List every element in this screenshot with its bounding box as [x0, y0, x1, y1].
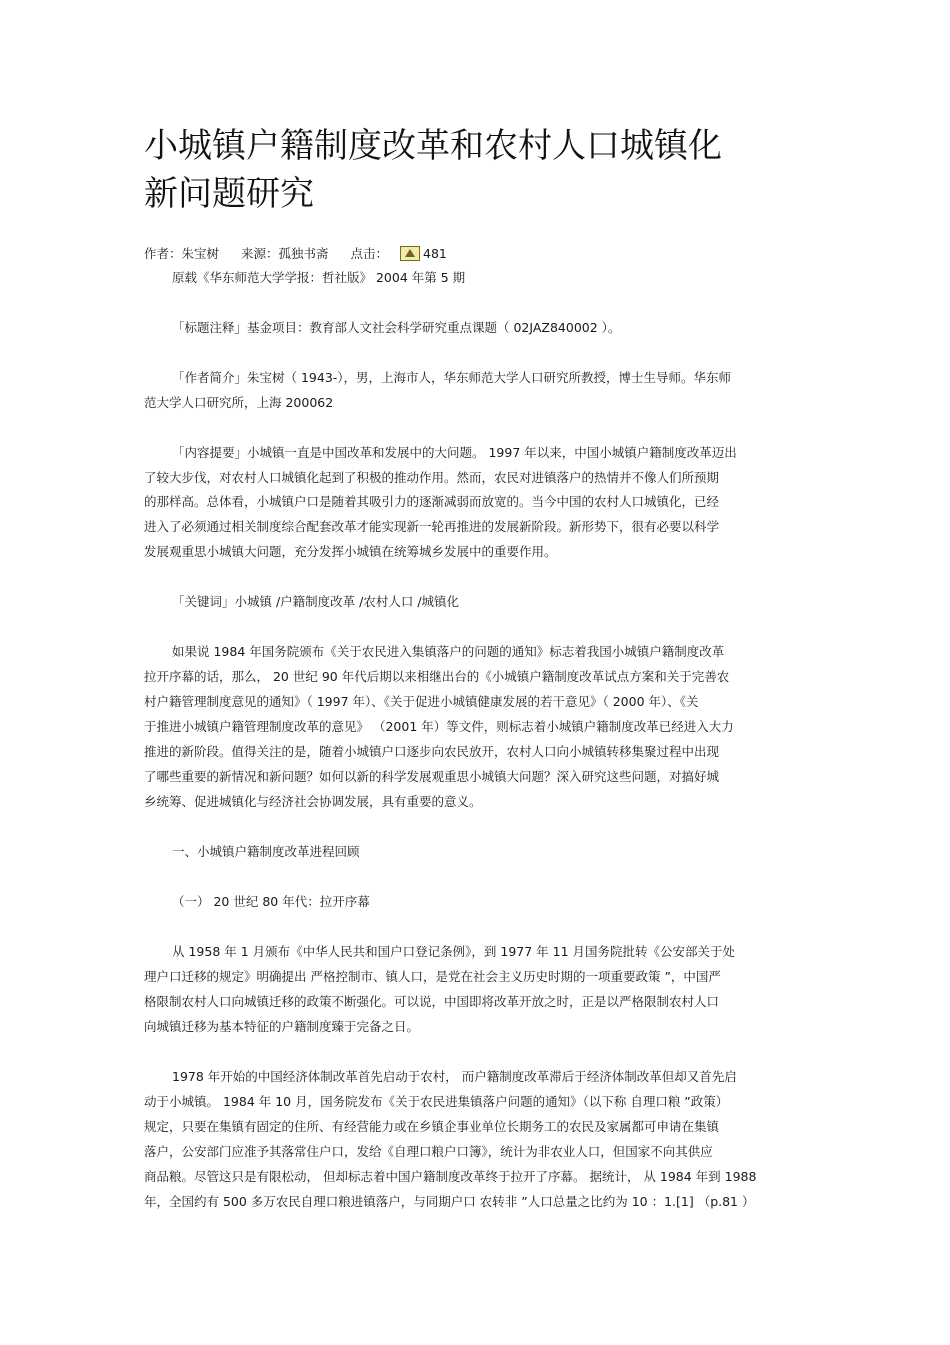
- abstract-line: 进入了必须通过相关制度综合配套改革才能实现新一轮再推进的发展新阶段。新形势下，很有必要以科学: [144, 519, 720, 534]
- abstract-line: 「内容提要」小城镇一直是中国改革和发展中的大问题。 1997 年以来，中国小城镇户籍制度改革迈出: [172, 445, 737, 460]
- paragraph-line: 1978 年开始的中国经济体制改革首先启动于农村， 而户籍制度改革滞后于经济体制改革但却又首先启: [172, 1069, 737, 1084]
- click-count: 481: [423, 246, 447, 261]
- author-intro-line: 「作者简介」朱宝树（ 1943-），男，上海市人，华东师范大学人口研究所教授，博士生导师。华东师: [172, 370, 732, 385]
- intro-line: 推进的新阶段。值得关注的是，随着小城镇户口逐步向农民放开，农村人口向小城镇转移集聚过程中出现: [144, 744, 720, 759]
- subsection-heading: （一） 20 世纪 80 年代：拉开序幕: [172, 894, 370, 909]
- title-line-1: 小城镇户籍制度改革和农村人口城镇化: [144, 126, 722, 166]
- click-counter-icon: [400, 246, 420, 261]
- page-title: [144, 122, 824, 218]
- title-note: 「标题注释」基金项目：教育部人文社会科学研究重点课题（ 02JAZ840002 ）。: [172, 320, 621, 335]
- source: 来源：孤独书斋: [241, 246, 329, 261]
- paragraph-line: 动于小城镇。 1984 年 10 月，国务院发布《关于农民进集镇落户问题的通知》（以下称 自理口粮 ”政策）: [144, 1094, 729, 1109]
- intro-line: 如果说 1984 年国务院颁布《关于农民进入集镇落户的问题的通知》标志着我国小城镇户籍制度改革: [172, 644, 725, 659]
- keywords: 「关键词」小城镇 /户籍制度改革 /农村人口 /城镇化: [172, 594, 460, 609]
- paragraph-line: 商品粮。尽管这只是有限松动， 但却标志着中国户籍制度改革终于拉开了序幕。 据统计， 从 1984 年到 1988: [144, 1169, 757, 1184]
- author-intro-line: 范大学人口研究所，上海 200062: [144, 395, 334, 410]
- intro-line: 村户籍管理制度意见的通知》（ 1997 年）、《关于促进小城镇健康发展的若干意见》（ 2000 年）、《关: [144, 694, 699, 709]
- paragraph-line: 理户口迁移的规定》明确提出 严格控制市、镇人口，是党在社会主义历史时期的一项重要政策 ”，中国严: [144, 969, 721, 984]
- abstract-line: 了较大步伐，对农村人口城镇化起到了积极的推动作用。然而，农民对进镇落户的热情并不像人们所预期: [144, 470, 720, 485]
- original-publication: 原载《华东师范大学学报：哲社版》 2004 年第 5 期: [172, 270, 466, 285]
- intro-line: 于推进小城镇户籍管理制度改革的意见》 （2001 年）等文件，则标志着小城镇户籍制度改革已经进入大力: [144, 719, 734, 734]
- intro-line: 拉开序幕的话，那么， 20 世纪 90 年代后期以来相继出台的《小城镇户籍制度改革试点方案和关于完善农: [144, 669, 730, 684]
- abstract-line: 的那样高。总体看，小城镇户口是随着其吸引力的逐渐减弱而放宽的。当今中国的农村人口城镇化，已经: [144, 494, 720, 509]
- paragraph-line: 规定，只要在集镇有固定的住所、有经营能力或在乡镇企事业单位长期务工的农民及家属都可申请在集镇: [144, 1119, 720, 1134]
- intro-line: 乡统筹、促进城镇化与经济社会协调发展，具有重要的意义。: [144, 794, 482, 809]
- article-meta: [144, 246, 465, 262]
- title-line-2: 新问题研究: [144, 174, 314, 214]
- author: 作者：朱宝树: [144, 246, 220, 261]
- paragraph-line: 向城镇迁移为基本特征的户籍制度臻于完备之日。: [144, 1019, 420, 1034]
- paragraph-line: 年，全国约有 500 多万农民自理口粮进镇落户，与同期户口 农转非 ”人口总量之比约为 10 ：1.[1] （p.81 ）: [144, 1194, 755, 1209]
- abstract-line: 发展观重思小城镇大问题，充分发挥小城镇在统筹城乡发展中的重要作用。: [144, 544, 557, 559]
- section-heading: 一、小城镇户籍制度改革进程回顾: [172, 844, 360, 859]
- paragraph-line: 从 1958 年 1 月颁布《中华人民共和国户口登记条例》，到 1977 年 11 月国务院批转《公安部关于处: [172, 944, 736, 959]
- paragraph-line: 格限制农村人口向城镇迁移的政策不断强化。可以说，中国即将改革开放之时，正是以严格限制农村人口: [144, 994, 720, 1009]
- intro-line: 了哪些重要的新情况和新问题？如何以新的科学发展观重思小城镇大问题？深入研究这些问题，对搞好城: [144, 769, 720, 784]
- paragraph-line: 落户，公安部门应准予其落常住户口，发给《自理口粮户口簿》，统计为非农业人口，但国家不向其供应: [144, 1144, 713, 1159]
- clicks-label: 点击：: [350, 246, 389, 261]
